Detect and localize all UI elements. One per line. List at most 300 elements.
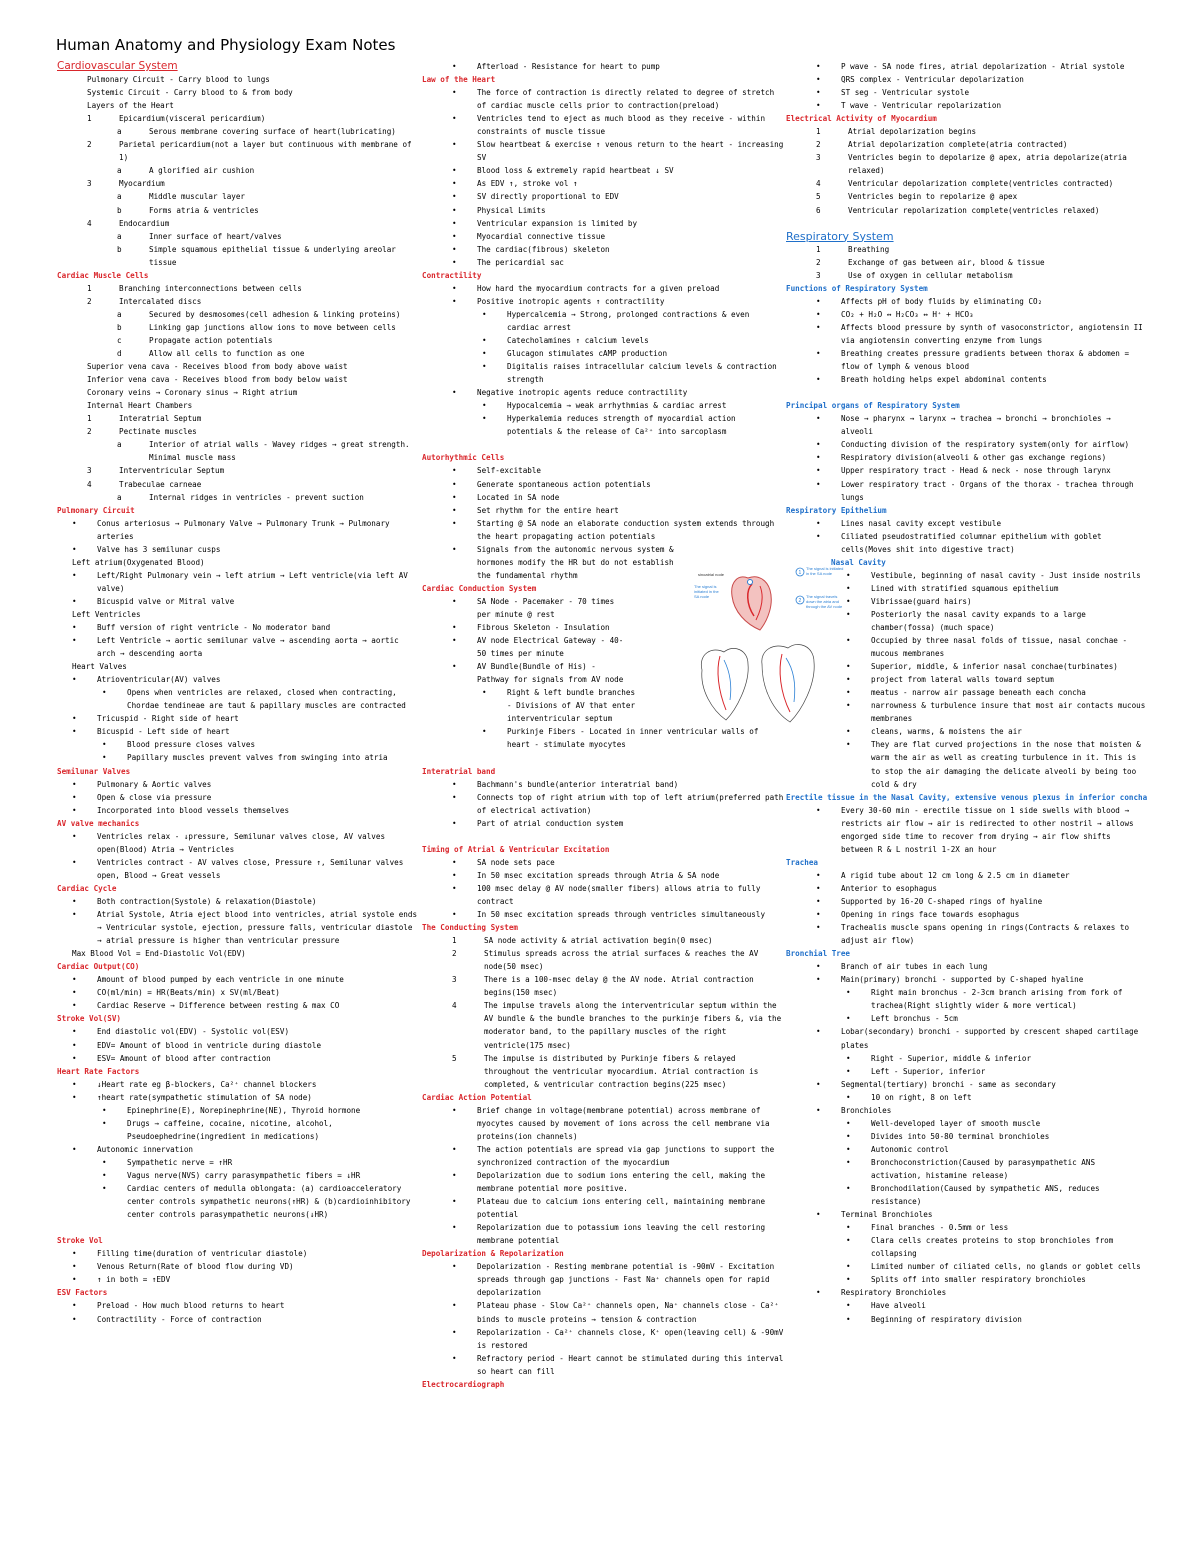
bullet-marker: •	[846, 727, 851, 737]
item-text: Hypercalcemia → Strong, prolonged contractions & even cardiac arrest	[507, 309, 750, 332]
item-text: Ventricles begin to depolarize @ apex, atria depolarize(atria relaxed)	[848, 153, 1127, 176]
bullet-marker: •	[846, 1262, 851, 1272]
item-text: Signals from the autonomic nervous system & hormones modify the HR but do not establish the fundamental rhythm	[477, 544, 674, 580]
list-item	[786, 895, 1146, 908]
spacer	[786, 386, 1146, 399]
list-number: 3	[87, 466, 92, 476]
list-item	[786, 1299, 1146, 1312]
list-item	[57, 425, 419, 438]
bullet-marker: •	[816, 101, 821, 111]
item-text: Ventricles relax - ↓pressure, Semilunar valves close, AV valves open(Blood) Atria → Ventricles	[97, 831, 386, 854]
bullet-marker: •	[816, 75, 821, 85]
item-text: Drugs → caffeine, cocaine, nicotine, alcohol, Pseudoephedrine(ingredient in medications)	[127, 1118, 333, 1141]
bullet-marker: •	[846, 596, 851, 606]
bullet-marker: •	[452, 231, 457, 241]
list-item	[422, 504, 785, 517]
item-text: Atrial depolarization begins	[848, 127, 977, 137]
item-text: Negative inotropic agents reduce contractility	[477, 388, 688, 398]
item-text: Anterior to esophagus	[841, 883, 938, 893]
bullet-marker: •	[72, 727, 77, 737]
item-text: The impulse travels along the interventricular septum within the AV bundle & the bundle branches to the purkinje fibers &, via the moderator band, to the papillary muscles of the right ventricle(175 msec)	[484, 1001, 782, 1050]
item-text: Brief change in voltage(membrane potential) across membrane of myocytes caused by movement of ions across the cell membrane via proteins(ion channels)	[477, 1105, 770, 1141]
list-item	[786, 451, 1146, 464]
list-number: 2	[87, 427, 92, 437]
list-item	[786, 1260, 1146, 1273]
section-heading: Cardiac Output(CO)	[57, 962, 140, 972]
bullet-marker: •	[816, 1288, 821, 1298]
bullet-marker: •	[72, 779, 77, 789]
list-item	[786, 804, 1146, 856]
list-item	[422, 973, 785, 999]
bullet-marker: •	[846, 1275, 851, 1285]
item-text: In 50 msec excitation spreads through Atria & SA node	[477, 870, 720, 880]
item-text: Afterload - Resistance for heart to pump	[477, 62, 660, 71]
list-item	[57, 1117, 419, 1143]
item-text: Filling time(duration of ventricular diastole)	[97, 1249, 308, 1259]
bullet-marker: •	[816, 414, 821, 424]
list-item	[786, 869, 1146, 882]
bullet-marker: •	[846, 1092, 851, 1102]
bullet-marker: •	[846, 740, 851, 750]
list-item	[786, 86, 1146, 99]
list-item	[57, 673, 419, 686]
list-number: 6	[816, 205, 821, 215]
list-item	[422, 464, 785, 477]
list-item	[422, 256, 785, 269]
list-item	[422, 334, 785, 347]
list-item	[422, 947, 785, 973]
item-text: A rigid tube about 12 cm long & 2.5 cm in diameter	[841, 870, 1070, 880]
bullet-marker: •	[846, 1144, 851, 1154]
list-item	[57, 725, 419, 738]
section-heading: Respiratory System	[786, 229, 894, 243]
item-text: Supported by 16-20 C-shaped rings of hyaline	[841, 897, 1043, 906]
item-text: Splits off into smaller respiratory bronchioles	[871, 1275, 1086, 1285]
section-heading: Cardiac Cycle	[57, 883, 117, 893]
column-cardiovascular	[57, 60, 419, 1326]
bullet-marker: •	[72, 1262, 77, 1272]
list-item	[422, 347, 785, 360]
item-text: 10 on right, 8 on left	[871, 1092, 972, 1102]
item-text: Autonomic innervation	[97, 1144, 194, 1154]
item-text: Plateau phase - Slow Ca²⁺ channels open, Na⁺ channels close - Ca²⁺ binds to muscle proteins → tension & contraction	[477, 1301, 779, 1324]
list-item	[786, 99, 1146, 112]
bullet-marker: •	[846, 1131, 851, 1141]
list-item	[422, 86, 785, 112]
list-number: c	[117, 335, 122, 345]
bullet-marker: •	[72, 544, 77, 554]
bullet-marker: •	[846, 636, 851, 646]
bullet-marker: •	[452, 1301, 457, 1311]
section-heading: Cardiac Action Potential	[422, 1092, 532, 1102]
list-item	[422, 1195, 785, 1221]
item-text: Blood pressure closes valves	[127, 740, 256, 750]
item-text: Incorporated into blood vessels themselves	[97, 805, 290, 815]
item-text: Valve has 3 semilunar cusps	[97, 544, 221, 554]
item-text: Breath holding helps expel abdominal contents	[841, 375, 1047, 385]
list-item	[422, 190, 785, 203]
bullet-marker: •	[452, 818, 457, 828]
item-text: 100 msec delay @ AV node(smaller fibers) allows atria to fully contract	[477, 883, 761, 906]
item-text: Clara cells creates proteins to stop bronchioles from collapsing	[871, 1236, 1114, 1259]
item-text: Trachealis muscle spans opening in rings(Contracts & relaxes to adjust air flow)	[841, 923, 1130, 946]
spacer	[57, 1221, 419, 1234]
list-item	[786, 125, 1146, 138]
list-item	[786, 269, 1146, 282]
item-text: Stimulus spreads across the atrial surfaces & reaches the AV node(50 msec)	[484, 949, 759, 972]
item-text: Coronary veins → Coronary sinus → Right atrium	[87, 388, 298, 398]
list-item	[57, 177, 419, 190]
section-heading: AV valve mechanics	[57, 818, 140, 828]
document-title: Human Anatomy and Physiology Exam Notes	[56, 36, 396, 54]
item-text: Affects blood pressure by synth of vasoconstrictor, angiotensin II via angiotensin converting enzyme from lungs	[841, 322, 1143, 345]
bullet-marker: •	[452, 1353, 457, 1363]
item-text: Vagus nerve(NVS) carry parasympathetic fibers = ↓HR	[127, 1170, 361, 1180]
list-item	[422, 112, 785, 138]
list-item	[57, 895, 419, 908]
bullet-marker: •	[72, 675, 77, 685]
bullet-marker: •	[452, 140, 457, 150]
item-text: Lined with stratified squamous epithelium	[871, 583, 1059, 593]
item-text: Branch of air tubes in each lung	[841, 962, 988, 972]
list-item	[57, 999, 419, 1012]
item-text: Every 30-60 min - erectile tissue on 1 side swells with blood → restricts air flow → air is redirected to other nostril → allows engorged side time to recover from drying → air flow shifts between R & L nostril 1-2X an hour	[841, 805, 1134, 854]
bullet-marker: •	[452, 1144, 457, 1154]
list-item	[57, 543, 419, 556]
item-text: Middle muscular layer	[149, 192, 246, 202]
section-heading: Timing of Atrial & Ventricular Excitation	[422, 844, 610, 854]
bullet-marker: •	[846, 609, 851, 619]
section-heading: Semilunar Valves	[57, 766, 131, 776]
list-item	[422, 360, 785, 386]
list-item	[57, 778, 419, 791]
bullet-marker: •	[72, 1027, 77, 1037]
item-text: SV directly proportional to EDV	[477, 192, 619, 202]
conduction-figure	[690, 560, 862, 750]
bullet-marker: •	[452, 1170, 457, 1180]
list-item	[57, 830, 419, 856]
list-item	[422, 621, 627, 634]
item-text: Slow heartbeat & exercise ↑ venous return to the heart - increasing SV	[477, 140, 784, 163]
item-text: Bachmann's bundle(anterior interatrial band)	[477, 779, 679, 789]
item-text: meatus - narrow air passage beneath each concha	[871, 688, 1086, 698]
list-item	[422, 1052, 785, 1091]
spacer	[422, 438, 785, 451]
list-item	[422, 399, 785, 412]
bullet-marker: •	[846, 1118, 851, 1128]
bullet-marker: •	[482, 362, 487, 372]
item-text: In 50 msec excitation spreads through ventricles simultaneously	[477, 910, 766, 920]
list-item	[57, 856, 419, 882]
bullet-marker: •	[72, 1314, 77, 1324]
note-line	[57, 360, 419, 373]
list-number: a	[117, 231, 122, 241]
item-text: The pericardial sac	[477, 257, 564, 267]
section-heading: Cardiac Muscle Cells	[57, 270, 149, 280]
list-item	[786, 986, 1146, 1012]
item-text: Positive inotropic agents ↑ contractility	[477, 296, 665, 306]
item-text: Parietal pericardium(not a layer but continuous with membrane of 1)	[119, 140, 412, 163]
figure-caption-step-2: The signal travels down the atria and through the AV node	[806, 594, 843, 609]
list-number: 5	[452, 1053, 457, 1063]
bullet-marker: •	[452, 1262, 457, 1272]
heart-line-drawings	[701, 644, 814, 722]
item-text: Vestibule, beginning of nasal cavity - Just inside nostrils	[871, 570, 1141, 580]
list-number: 1	[87, 114, 92, 124]
item-text: Main(primary) bronchi - supported by C-shaped hyaline	[841, 975, 1084, 985]
item-text: Affects pH of body fluids by eliminating CO₂	[841, 296, 1043, 306]
svg-text:1: 1	[798, 570, 802, 576]
item-text: Left bronchus - 5cm	[871, 1014, 958, 1024]
section-heading: ESV Factors	[57, 1288, 108, 1298]
list-item	[786, 373, 1146, 386]
list-item	[422, 230, 785, 243]
item-text: Cardiac centers of medulla oblongata: (a) cardioacceleratory center controls sympathetic neurons(↑HR) & (b)cardioinhibitory center controls parasympathetic neurons(↓HR)	[127, 1184, 411, 1220]
bullet-marker: •	[452, 88, 457, 98]
section-heading: Respiratory Epithelium	[786, 505, 887, 515]
list-item	[57, 712, 419, 725]
item-text: Exchange of gas between air, blood & tissue	[848, 257, 1045, 267]
list-item	[786, 517, 1146, 530]
bullet-marker: •	[846, 583, 851, 593]
figure-label-sa-node: sinoatrial node	[698, 572, 725, 577]
note-line	[57, 386, 419, 399]
item-text: The cardiac(fibrous) skeleton	[477, 244, 610, 254]
item-text: Secured by desmosomes(cell adhesion & linking proteins)	[149, 309, 401, 319]
item-text: Linking gap junctions allow ions to move between cells	[149, 322, 396, 332]
bullet-marker: •	[482, 688, 487, 698]
bullet-marker: •	[816, 805, 821, 815]
bullet-marker: •	[816, 62, 821, 71]
item-text: Well-developed layer of smooth muscle	[871, 1118, 1041, 1128]
item-text: Heart Valves	[72, 662, 127, 672]
item-text: Right & left bundle branches - Divisions of AV that enter interventricular septum	[507, 688, 636, 724]
bullet-marker: •	[846, 662, 851, 672]
bullet-marker: •	[452, 779, 457, 789]
list-item	[57, 204, 419, 217]
item-text: Ventricles contract - AV valves close, Pressure ↑, Semilunar valves open, Blood → Great vessels	[97, 857, 404, 880]
item-text: Plateau due to calcium ions entering cell, maintaining membrane potential	[477, 1197, 766, 1220]
item-text: Bronchoconstriction(Caused by parasympathetic ANS activation, histamine release)	[871, 1157, 1096, 1180]
item-text: Epicardium(visceral pericardium)	[119, 114, 266, 124]
figure-caption-step-1: The signal is initiated in the SA node	[806, 566, 844, 576]
section-heading: Stroke Vol(SV)	[57, 1014, 122, 1024]
list-item	[422, 1299, 785, 1325]
list-number: 3	[816, 153, 821, 163]
item-text: SA Node - Pacemaker - 70 times per minute @ rest	[477, 596, 615, 619]
list-item	[57, 634, 419, 660]
item-text: Connects top of right atrium with top of left atrium(preferred path of electrical activation)	[477, 792, 784, 815]
list-item	[57, 217, 419, 230]
list-number: 1	[452, 936, 457, 946]
list-item	[422, 882, 785, 908]
item-text: Right main bronchus - 2-3cm branch arising from fork of trachea(Right slightly wider & more vertical)	[871, 988, 1123, 1011]
item-text: Part of atrial conduction system	[477, 818, 624, 828]
bullet-marker: •	[846, 675, 851, 685]
list-item	[57, 804, 419, 817]
bullet-marker: •	[452, 492, 457, 502]
bullet-marker: •	[72, 988, 77, 998]
bullet-marker: •	[482, 727, 487, 737]
list-number: a	[117, 192, 122, 202]
note-line	[57, 86, 419, 99]
list-item	[786, 1234, 1146, 1260]
list-item	[786, 1273, 1146, 1286]
list-item	[786, 1065, 1146, 1078]
bullet-marker: •	[452, 636, 457, 646]
list-number: 4	[87, 218, 92, 228]
section-heading: Electrocardiograph	[422, 1379, 505, 1389]
list-item	[57, 1091, 419, 1104]
bullet-marker: •	[102, 1157, 107, 1167]
item-text: Atrial depolarization complete(atria contracted)	[848, 140, 1068, 150]
bullet-marker: •	[846, 988, 851, 998]
list-item	[786, 138, 1146, 151]
item-text: Myocardium	[119, 179, 165, 189]
note-line	[57, 660, 419, 673]
bullet-marker: •	[816, 349, 821, 359]
item-text: Epinephrine(E), Norepinephrine(NE), Thyroid hormone	[127, 1105, 361, 1115]
item-text: Interventricular Septum	[119, 466, 225, 476]
list-item	[57, 1273, 419, 1286]
bullet-marker: •	[102, 688, 107, 698]
bullet-marker: •	[816, 962, 821, 972]
section-heading: Pulmonary Circuit	[57, 505, 135, 515]
list-item	[57, 791, 419, 804]
list-item	[57, 295, 419, 308]
bullet-marker: •	[816, 883, 821, 893]
item-text: Serous membrane covering surface of heart(lubricating)	[149, 127, 396, 137]
bullet-marker: •	[72, 1275, 77, 1285]
bullet-marker: •	[816, 518, 821, 528]
item-text: P wave - SA node fires, atrial depolarization - Atrial systole	[841, 62, 1125, 71]
bullet-marker: •	[72, 857, 77, 867]
item-text: Glucagon stimulates cAMP production	[507, 349, 668, 359]
list-item	[786, 1143, 1146, 1156]
bullet-marker: •	[102, 1184, 107, 1194]
list-number: 1	[816, 244, 821, 254]
list-item	[57, 1313, 419, 1326]
bullet-marker: •	[846, 1223, 851, 1233]
section-heading: Stroke Vol	[57, 1236, 103, 1246]
list-item	[786, 1208, 1146, 1221]
item-text: CO(ml/min) = HR(Beats/min) x SV(ml/Beat)	[97, 988, 280, 998]
item-text: Pulmonary Circuit - Carry blood to lungs	[87, 75, 270, 85]
item-text: Upper respiratory tract - Head & neck - nose through larynx	[841, 466, 1111, 476]
bullet-marker: •	[816, 870, 821, 880]
item-text: Internal ridges in ventricles - prevent suction	[149, 492, 364, 502]
item-text: AV node Electrical Gateway - 40-50 times per minute	[477, 636, 624, 659]
list-item	[422, 217, 785, 230]
list-item	[57, 908, 419, 947]
item-text: Vibrissae(guard hairs)	[871, 596, 972, 606]
item-text: Intercalated discs	[119, 296, 202, 306]
item-text: Digitalis raises intracellular calcium levels & contraction strength	[507, 362, 777, 385]
bullet-marker: •	[452, 466, 457, 476]
item-text: Terminal Bronchioles	[841, 1210, 933, 1220]
item-text: Left Ventricles	[72, 609, 141, 619]
item-text: Divides into 50-80 terminal bronchioles	[871, 1131, 1050, 1141]
list-item	[786, 1078, 1146, 1091]
bullet-marker: •	[452, 518, 457, 528]
bullet-marker: •	[482, 309, 487, 319]
item-text: Ventricles tend to eject as much blood as they receive - within constraints of muscle tissue	[477, 114, 766, 137]
note-line	[57, 947, 419, 960]
bullet-marker: •	[452, 244, 457, 254]
item-text: Physical Limits	[477, 205, 546, 215]
bullet-marker: •	[452, 114, 457, 124]
bullet-marker: •	[482, 414, 487, 424]
item-text: Respiratory division(alveoli & other gas exchange regions)	[841, 453, 1107, 463]
bullet-marker: •	[72, 570, 77, 580]
spacer	[786, 217, 1146, 230]
bullet-marker: •	[816, 296, 821, 306]
item-text: Bronchioles	[841, 1105, 892, 1115]
list-item	[786, 464, 1146, 477]
list-item	[57, 230, 419, 243]
list-item	[422, 791, 785, 817]
item-text: Forms atria & ventricles	[149, 205, 259, 215]
list-number: b	[117, 322, 122, 332]
item-text: cleans, warms, & moistens the air	[871, 727, 1022, 737]
bullet-marker: •	[452, 883, 457, 893]
bullet-marker: •	[482, 401, 487, 411]
heart-conduction-illustration	[732, 577, 772, 630]
item-text: Trabeculae carneae	[119, 479, 202, 489]
bullet-marker: •	[846, 1014, 851, 1024]
item-text: Left/Right Pulmonary vein → left atrium → Left ventricle(via left AV valve)	[97, 570, 408, 593]
list-item	[422, 295, 785, 308]
item-text: Pulmonary & Aortic valves	[97, 779, 212, 789]
item-text: ST seg - Ventricular systole	[841, 88, 970, 98]
item-text: Left Ventricle → aortic semilunar valve → ascending aorta → aortic arch → descending aorta	[97, 636, 399, 659]
bullet-marker: •	[452, 662, 457, 672]
item-text: Contractility - Force of contraction	[97, 1314, 262, 1324]
note-line	[57, 99, 419, 112]
list-number: 1	[816, 127, 821, 137]
bullet-marker: •	[846, 1236, 851, 1246]
item-text: Repolarization - Ca²⁺ channels close, K⁺ open(leaving cell) & -90mV is restored	[477, 1327, 784, 1350]
item-text: project from lateral walls toward septum	[871, 675, 1054, 685]
list-item	[422, 934, 785, 947]
item-text: Ventricular depolarization complete(ventricles contracted)	[848, 179, 1114, 189]
list-item	[786, 1286, 1146, 1299]
item-text: Myocardial connective tissue	[477, 231, 606, 241]
list-item	[422, 1169, 785, 1195]
bullet-marker: •	[72, 636, 77, 646]
bullet-marker: •	[452, 870, 457, 880]
bullet-marker: •	[816, 923, 821, 933]
item-text: Ventricular repolarization complete(ventricles relaxed)	[848, 205, 1100, 215]
list-number: 2	[87, 140, 92, 150]
list-item	[422, 282, 785, 295]
list-item	[57, 621, 419, 634]
item-text: Cardiac Reserve → Difference between resting & max CO	[97, 1001, 340, 1011]
figure-caption-left: The signal is initiated in the SA node	[694, 584, 719, 599]
list-item	[57, 1143, 419, 1156]
bullet-marker: •	[72, 897, 77, 906]
list-item	[57, 973, 419, 986]
item-text: Interior of atrial walls - Wavey ridges → great strength. Minimal muscle mass	[149, 440, 410, 463]
list-item	[786, 908, 1146, 921]
item-text: The action potentials are spread via gap junctions to support the synchronized contraction of the myocardium	[477, 1144, 775, 1167]
bullet-marker: •	[452, 192, 457, 202]
list-item	[786, 1012, 1146, 1025]
bullet-marker: •	[452, 505, 457, 515]
item-text: ESV= Amount of blood after contraction	[97, 1053, 271, 1063]
list-item	[786, 177, 1146, 190]
item-text: Lobar(secondary) bronchi - supported by crescent shaped cartilage plates	[841, 1027, 1139, 1050]
